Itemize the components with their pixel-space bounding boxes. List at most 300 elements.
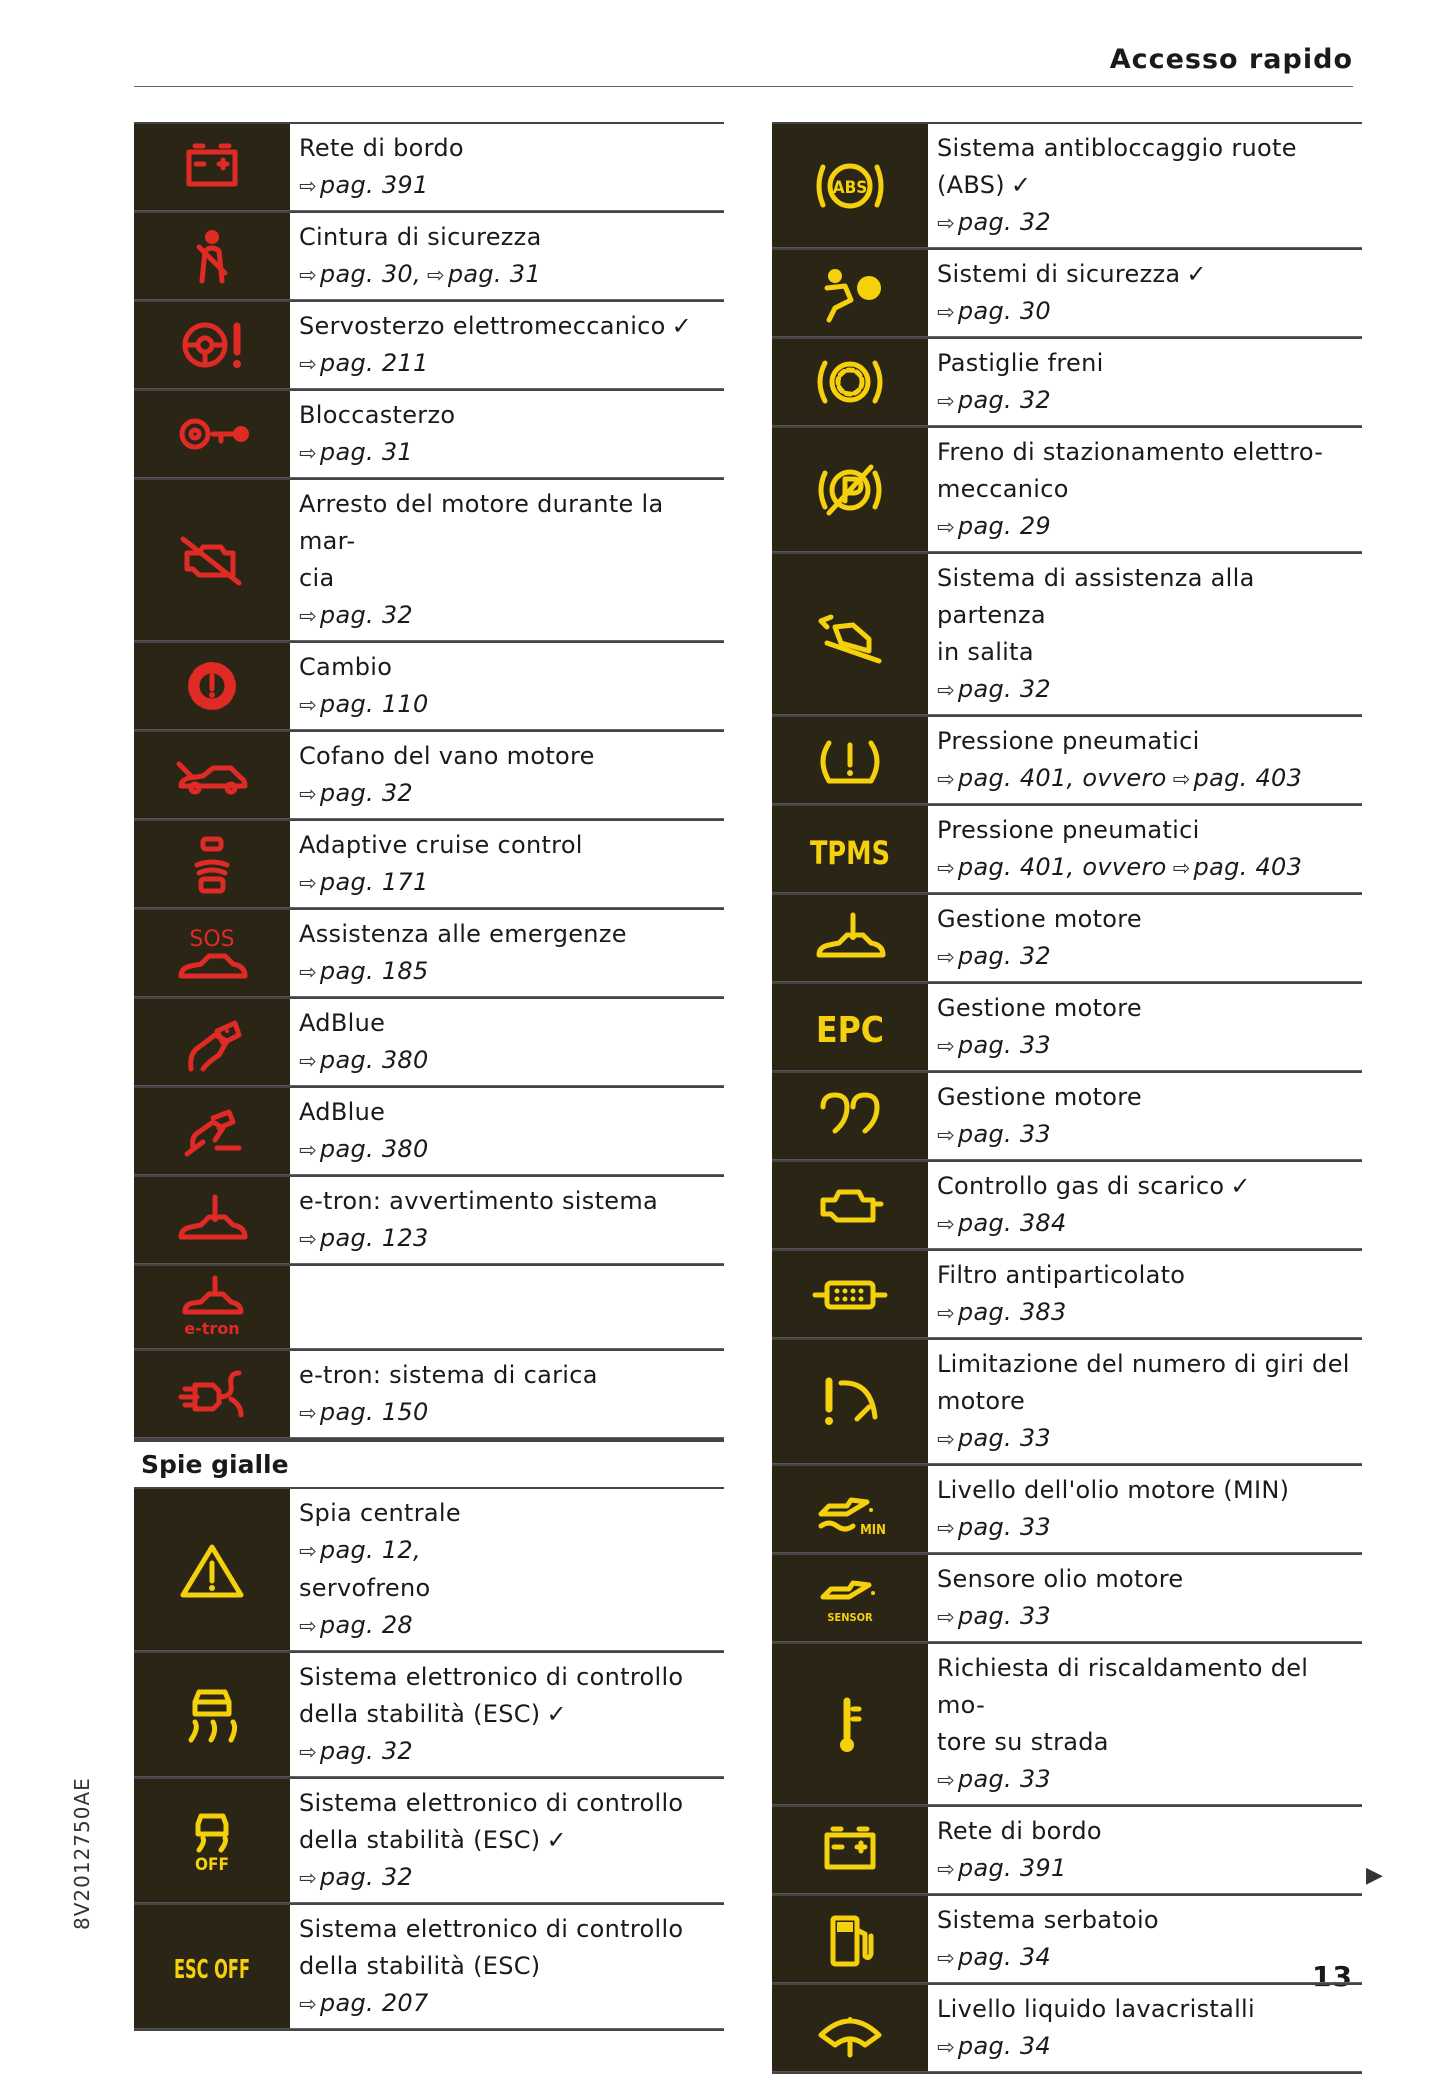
page-reference[interactable]	[937, 1420, 1362, 1458]
abs-icon-svg	[807, 151, 893, 221]
description-text: Bloccasterzo	[299, 401, 456, 429]
etron-car-icon-svg	[169, 1272, 255, 1342]
indicator-description	[290, 732, 724, 819]
arrow-icon: ⇨	[937, 1427, 955, 1451]
description-text: Cintura di sicurezza	[299, 223, 542, 251]
oil-min-icon-svg	[807, 1474, 893, 1544]
battery-icon_red-svg	[169, 132, 255, 202]
description-line	[299, 1948, 724, 1985]
description-text: Gestione motore	[937, 905, 1142, 933]
indicator-row	[134, 1487, 724, 1651]
page-link[interactable]: pag. 34	[957, 1943, 1051, 1971]
page-link[interactable]: pag. 391	[957, 1854, 1067, 1882]
page-link[interactable]: pag. 33	[957, 1513, 1051, 1541]
indicator-description	[290, 1653, 724, 1777]
description-text: meccanico	[937, 475, 1069, 503]
page-reference[interactable]	[937, 1509, 1362, 1547]
indicator-row	[772, 248, 1362, 337]
indicator-description	[928, 428, 1362, 552]
indicator-row	[772, 715, 1362, 804]
description-line	[299, 219, 724, 256]
page-reference[interactable]	[299, 1733, 724, 1771]
page-link[interactable]: pag. 33	[957, 1120, 1051, 1148]
engine-stop-icon	[134, 480, 290, 641]
indicator-row	[772, 1071, 1362, 1160]
arrow-icon: ⇨	[299, 604, 317, 628]
page-link[interactable]: pag. 384	[957, 1209, 1067, 1237]
description-text: Cofano del vano motore	[299, 742, 595, 770]
page-reference[interactable]	[299, 1607, 724, 1645]
indicator-row	[134, 300, 724, 389]
page-header-title: Accesso rapido	[1109, 44, 1353, 75]
indicator-row	[772, 122, 1362, 248]
description-text: Rete di bordo	[937, 1817, 1102, 1845]
arrow-icon: ⇨	[299, 1740, 317, 1764]
arrow-icon: ⇨	[937, 945, 955, 969]
page-reference[interactable]	[299, 1220, 724, 1258]
page-link[interactable]: pag. 28	[319, 1611, 413, 1639]
page-link[interactable]: pag. 403	[1193, 764, 1303, 792]
page-reference[interactable]	[299, 1394, 724, 1432]
indicator-row	[134, 908, 724, 997]
indicator-description	[928, 1896, 1362, 1983]
indicator-description	[290, 1351, 724, 1438]
svg-text:MIN: MIN	[860, 1523, 886, 1538]
page-link[interactable]: pag. 211	[319, 349, 429, 377]
description-line	[937, 723, 1362, 760]
page-reference[interactable]	[299, 775, 724, 813]
page-link[interactable]: pag. 380	[319, 1046, 429, 1074]
indicator-row	[772, 1160, 1362, 1249]
description-text: AdBlue	[299, 1009, 386, 1037]
page-reference[interactable]	[299, 597, 724, 635]
description-text: Assistenza alle emergenze	[299, 920, 627, 948]
washer-fluid-icon	[772, 1985, 928, 2072]
arrow-icon: ⇨	[937, 767, 955, 791]
page-reference[interactable]	[299, 953, 724, 991]
indicator-row	[134, 478, 724, 641]
indicator-description	[928, 1807, 1362, 1894]
description-line	[299, 1094, 724, 1131]
check-mark: ✓	[1010, 171, 1032, 199]
description-line	[937, 1991, 1362, 2028]
indicator-row	[134, 641, 724, 730]
description-text: Sensore olio motore	[937, 1565, 1184, 1593]
page-link[interactable]: pag. 29	[957, 512, 1051, 540]
description-text: Livello dell'olio motore (MIN)	[937, 1476, 1290, 1504]
tpms-icon	[772, 806, 928, 893]
particulate-filter-icon-svg	[807, 1259, 893, 1329]
page-link[interactable]: pag. 33	[957, 1031, 1051, 1059]
page-link[interactable]: pag. 32	[319, 1737, 413, 1765]
hood-open-icon-svg	[169, 740, 255, 810]
description-text: Controllo gas di scarico	[937, 1172, 1225, 1200]
adaptive-cruise-icon-svg	[169, 829, 255, 899]
page-reference[interactable]	[299, 864, 724, 902]
description-text: Richiesta di riscaldamento del mo-	[937, 1654, 1309, 1719]
description-text: e-tron: sistema di carica	[299, 1361, 598, 1389]
description-line	[299, 560, 724, 597]
yellow-indicator-list-right	[772, 122, 1362, 2074]
indicator-row	[134, 122, 724, 211]
gearbox-icon	[134, 643, 290, 730]
page-link[interactable]: pag. 30,	[319, 260, 421, 288]
description-text: Livello liquido lavacristalli	[937, 1995, 1255, 2023]
page-link[interactable]: pag. 32	[957, 386, 1051, 414]
page-reference[interactable]	[937, 2028, 1362, 2066]
page-link[interactable]: pag. 123	[319, 1224, 429, 1252]
esc-off-text-icon	[134, 1905, 290, 2029]
page-reference[interactable]	[299, 1042, 724, 1080]
red-indicator-list	[134, 122, 724, 1440]
arrow-icon: ⇨	[937, 1946, 955, 1970]
page-reference[interactable]	[937, 293, 1362, 331]
indicator-description	[290, 124, 724, 211]
description-text: Sistemi di sicurezza	[937, 260, 1181, 288]
arrow-icon: ⇨	[299, 174, 317, 198]
fuel-pump-icon	[772, 1896, 928, 1983]
indicator-description	[290, 1905, 724, 2029]
description-line	[937, 256, 1362, 293]
description-text: motore	[937, 1387, 1026, 1415]
check-mark: ✓	[1186, 260, 1207, 288]
etron-warning-icon-svg	[169, 1185, 255, 1255]
page-link[interactable]: pag. 33	[957, 1602, 1051, 1630]
page-link[interactable]: pag. 12,	[319, 1536, 421, 1564]
oil-sensor-icon	[772, 1555, 928, 1642]
arrow-icon: ⇨	[937, 515, 955, 539]
header-divider	[134, 86, 1353, 87]
indicator-description	[290, 1266, 724, 1349]
arrow-icon: ⇨	[1172, 856, 1191, 880]
esc-icon-svg	[169, 1680, 255, 1750]
page-link[interactable]: pag. 171	[319, 868, 429, 896]
arrow-icon: ⇨	[937, 1516, 955, 1540]
svg-text:TPMS: TPMS	[810, 834, 890, 872]
page-link[interactable]: pag. 32	[957, 208, 1051, 236]
page-link[interactable]: pag. 185	[319, 957, 429, 985]
svg-text:EPC: EPC	[816, 1010, 884, 1051]
arrow-icon: ⇨	[937, 1212, 955, 1236]
indicator-row	[772, 1642, 1362, 1805]
description-text: Adaptive cruise control	[299, 831, 583, 859]
indicator-description	[928, 1466, 1362, 1553]
battery-icon_yellow-svg	[807, 1815, 893, 1885]
description-line	[299, 1822, 724, 1859]
battery-icon	[772, 1807, 928, 1894]
description-line	[937, 634, 1362, 671]
description-line	[299, 1495, 724, 1532]
page-reference[interactable]	[937, 671, 1362, 709]
indicator-row	[134, 1777, 724, 1903]
parking-brake-icon-svg	[807, 455, 893, 525]
adblue-wrench-icon-svg	[169, 1096, 255, 1166]
page-reference[interactable]	[937, 382, 1362, 420]
page-reference[interactable]	[937, 1294, 1362, 1332]
page-link[interactable]: pag. 401, ovvero	[957, 853, 1167, 881]
arrow-icon: ⇨	[299, 871, 317, 895]
indicator-description	[290, 643, 724, 730]
seatbelt-icon	[134, 213, 290, 300]
indicator-description	[928, 339, 1362, 426]
indicator-row	[134, 730, 724, 819]
page-reference[interactable]	[937, 1598, 1362, 1636]
steering-lock-icon-svg	[169, 399, 255, 469]
steering-warning-icon	[134, 302, 290, 389]
page-reference[interactable]	[937, 508, 1362, 546]
arrow-icon: ⇨	[937, 211, 955, 235]
warning-triangle-icon	[134, 1489, 290, 1651]
indicator-description	[928, 1644, 1362, 1805]
indicator-description	[290, 1177, 724, 1264]
page-reference[interactable]	[937, 938, 1362, 976]
description-line	[937, 1472, 1362, 1509]
indicator-description	[928, 806, 1362, 893]
arrow-icon: ⇨	[299, 1539, 317, 1563]
page-link[interactable]: pag. 33	[957, 1424, 1051, 1452]
description-line	[299, 1005, 724, 1042]
page-link[interactable]: pag. 401, ovvero	[957, 764, 1167, 792]
airbag-icon	[772, 250, 928, 337]
description-line	[937, 434, 1362, 471]
arrow-icon: ⇨	[426, 263, 445, 287]
page-number: 13	[1312, 1960, 1353, 1993]
svg-text:SOS: SOS	[189, 927, 235, 952]
page-reference[interactable]	[299, 1985, 724, 2023]
description-line	[299, 308, 724, 345]
description-line	[299, 1659, 724, 1696]
warning-triangle-icon-svg	[169, 1535, 255, 1605]
page-link[interactable]: pag. 33	[957, 1765, 1051, 1793]
page-reference[interactable]	[299, 167, 724, 205]
oil-min-icon	[772, 1466, 928, 1553]
description-line	[937, 1561, 1362, 1598]
arrow-icon: ⇨	[937, 1857, 955, 1881]
arrow-icon: ⇨	[1172, 767, 1191, 791]
page-link[interactable]: pag. 150	[319, 1398, 429, 1426]
description-line	[937, 1383, 1362, 1420]
page-reference[interactable]	[299, 345, 724, 383]
indicator-row	[134, 819, 724, 908]
epc-icon-svg	[807, 992, 893, 1062]
gearbox-icon-svg	[169, 651, 255, 721]
page-reference[interactable]	[299, 434, 724, 472]
esc-off-text-icon-svg	[169, 1932, 255, 2002]
indicator-row	[772, 982, 1362, 1071]
car-warning-icon-svg	[807, 903, 893, 973]
indicator-description	[928, 1340, 1362, 1464]
etron-car-icon	[134, 1266, 290, 1349]
arrow-icon: ⇨	[937, 300, 955, 324]
page-reference[interactable]	[937, 849, 1362, 887]
hill-start-icon	[772, 554, 928, 715]
indicator-row	[134, 211, 724, 300]
description-text: Cambio	[299, 653, 393, 681]
indicator-description	[928, 1162, 1362, 1249]
indicator-row	[134, 1903, 724, 2031]
description-text: Servosterzo elettromeccanico	[299, 312, 666, 340]
description-line	[299, 1183, 724, 1220]
arrow-icon: ⇨	[299, 263, 317, 287]
description-text: Freno di stazionamento elettro-	[937, 438, 1324, 466]
description-text: Rete di bordo	[299, 134, 464, 162]
check-mark: ✓	[1230, 1172, 1251, 1200]
arrow-icon: ⇨	[299, 1049, 317, 1073]
svg-text:SENSOR: SENSOR	[827, 1611, 873, 1624]
description-text: e-tron: avvertimento sistema	[299, 1187, 659, 1215]
description-text: Filtro antiparticolato	[937, 1261, 1186, 1289]
check-mark: ✓	[546, 1700, 567, 1728]
page-reference[interactable]	[937, 1027, 1362, 1065]
description-line	[937, 990, 1362, 1027]
esc-off-car-icon-svg	[169, 1806, 255, 1876]
description-text: della stabilità (ESC)	[299, 1700, 541, 1728]
indicator-description	[928, 554, 1362, 715]
indicator-row	[772, 893, 1362, 982]
description-text: Pressione pneumatici	[937, 727, 1200, 755]
car-warning-icon	[772, 895, 928, 982]
brake-pads-icon	[772, 339, 928, 426]
description-line	[937, 1902, 1362, 1939]
hood-open-icon	[134, 732, 290, 819]
document-code: 8V2012750AE	[70, 1777, 94, 1930]
description-text: Sistema di assistenza alla partenza	[937, 564, 1255, 629]
engine-stop-icon-svg	[169, 525, 255, 595]
indicator-description	[928, 1073, 1362, 1160]
page-reference[interactable]	[299, 1859, 724, 1897]
svg-text:ABS: ABS	[832, 177, 868, 198]
page-link[interactable]: pag. 32	[319, 601, 413, 629]
description-line	[937, 1346, 1362, 1383]
page-reference[interactable]	[937, 1205, 1362, 1243]
glow-plug-icon-svg	[807, 1081, 893, 1151]
arrow-icon: ⇨	[299, 1866, 317, 1890]
page-link[interactable]: pag. 32	[319, 1863, 413, 1891]
page-link[interactable]: pag. 32	[957, 942, 1051, 970]
description-line	[299, 916, 724, 953]
indicator-description	[928, 984, 1362, 1071]
indicator-row	[772, 1249, 1362, 1338]
description-text: della stabilità (ESC)	[299, 1952, 541, 1980]
page-reference[interactable]	[937, 204, 1362, 242]
page-link[interactable]: pag. 32	[957, 675, 1051, 703]
arrow-icon: ⇨	[299, 441, 317, 465]
page-reference[interactable]	[299, 686, 724, 724]
page-reference[interactable]	[299, 1131, 724, 1169]
page-link[interactable]: pag. 110	[319, 690, 429, 718]
description-text: Gestione motore	[937, 1083, 1142, 1111]
indicator-row	[134, 1651, 724, 1777]
arrow-icon: ⇨	[937, 678, 955, 702]
indicator-row	[134, 997, 724, 1086]
section-title-yellow: Spie gialle	[134, 1440, 724, 1487]
page-link[interactable]: pag. 31	[447, 260, 541, 288]
description-line	[937, 1257, 1362, 1294]
description-text: Sistema elettronico di controllo	[299, 1789, 684, 1817]
parking-brake-icon	[772, 428, 928, 552]
indicator-row	[772, 552, 1362, 715]
page-reference[interactable]	[937, 1116, 1362, 1154]
indicator-row	[772, 804, 1362, 893]
charging-plug-icon	[134, 1351, 290, 1438]
thermometer-icon-svg	[807, 1689, 893, 1759]
indicator-description	[928, 895, 1362, 982]
indicator-description	[928, 1985, 1362, 2072]
arrow-icon: ⇨	[299, 1138, 317, 1162]
indicator-description	[290, 213, 724, 300]
description-text: (ABS)	[937, 171, 1005, 199]
page-link[interactable]: pag. 30	[957, 297, 1051, 325]
page-reference[interactable]	[937, 1850, 1362, 1888]
description-text: Pressione pneumatici	[937, 816, 1200, 844]
page-link[interactable]: pag. 403	[1193, 853, 1303, 881]
page-link[interactable]: pag. 32	[319, 779, 413, 807]
page-reference[interactable]	[937, 1939, 1362, 1977]
page-link[interactable]: pag. 391	[319, 171, 429, 199]
yellow-indicator-list-left	[134, 1487, 724, 2031]
brake-pads-icon-svg	[807, 347, 893, 417]
description-line	[937, 812, 1362, 849]
adblue-wrench-icon	[134, 1088, 290, 1175]
description-line	[937, 1650, 1362, 1724]
description-text: della stabilità (ESC)	[299, 1826, 541, 1854]
description-text: Sistema elettronico di controllo	[299, 1915, 684, 1943]
steering-lock-icon	[134, 391, 290, 478]
indicator-description	[928, 717, 1362, 804]
page-reference[interactable]	[299, 1532, 724, 1570]
arrow-icon: ⇨	[299, 352, 317, 376]
check-mark: ✓	[546, 1826, 567, 1854]
description-text: Arresto del motore durante la mar-	[299, 490, 664, 555]
svg-text:ESC OFF: ESC OFF	[174, 1954, 250, 1985]
arrow-icon: ⇨	[937, 2035, 955, 2059]
arrow-icon: ⇨	[299, 1401, 317, 1425]
check-engine-icon	[772, 1162, 928, 1249]
page-reference[interactable]	[299, 256, 724, 294]
description-line	[937, 1079, 1362, 1116]
description-line	[299, 827, 724, 864]
next-page-arrow-icon[interactable]: ▶	[1366, 1863, 1383, 1888]
arrow-icon: ⇨	[299, 693, 317, 717]
arrow-icon: ⇨	[299, 1227, 317, 1251]
description-line	[299, 1696, 724, 1733]
page-link[interactable]: pag. 383	[957, 1298, 1067, 1326]
description-line	[299, 397, 724, 434]
indicator-row	[134, 1349, 724, 1440]
description-line	[937, 471, 1362, 508]
indicator-description	[928, 124, 1362, 248]
indicator-description	[290, 1779, 724, 1903]
description-line	[299, 486, 724, 560]
tire-pressure-icon	[772, 717, 928, 804]
description-text: in salita	[937, 638, 1034, 666]
description-line	[299, 738, 724, 775]
description-text: cia	[299, 564, 335, 592]
description-line	[937, 345, 1362, 382]
page-link[interactable]: pag. 380	[319, 1135, 429, 1163]
description-text: Gestione motore	[937, 994, 1142, 1022]
esc-icon	[134, 1653, 290, 1777]
page-link[interactable]: pag. 207	[319, 1989, 429, 2017]
right-column	[772, 122, 1362, 2074]
page-link[interactable]: pag. 31	[319, 438, 413, 466]
page-reference[interactable]	[937, 760, 1362, 798]
indicator-description	[290, 910, 724, 997]
hill-start-icon-svg	[807, 599, 893, 669]
tpms-icon-svg	[807, 814, 893, 884]
page-reference[interactable]	[937, 1761, 1362, 1799]
page-link[interactable]: pag. 34	[957, 2032, 1051, 2060]
